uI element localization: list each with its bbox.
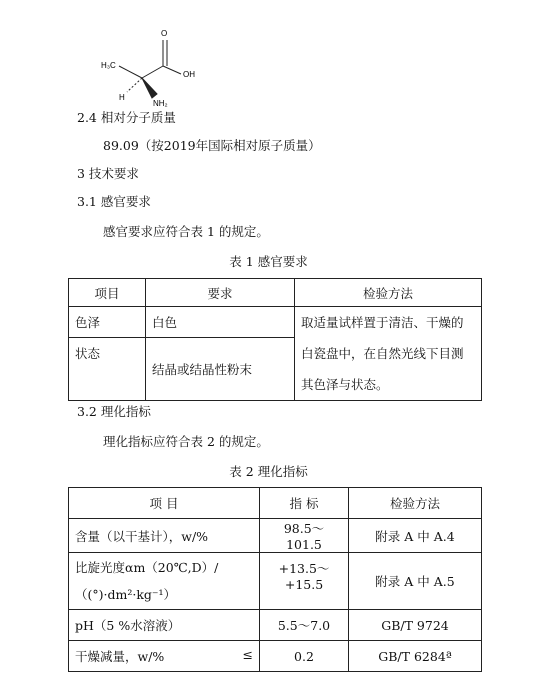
table2-loss-sign: ≤ — [242, 647, 253, 662]
table2-header-method: 检验方法 — [349, 488, 482, 519]
table2-rotation-item-cell — [69, 553, 260, 610]
label-h: H — [119, 93, 125, 102]
table1-header-requirement: 要求 — [146, 279, 295, 307]
table1-method-line-3: 其色泽与状态。 — [301, 377, 389, 392]
table1-row-state-item: 状态 — [69, 338, 146, 401]
section-3-heading: 3 技术要求 — [77, 166, 139, 181]
sensory-description: 感官要求应符合表 1 的规定。 — [103, 224, 269, 239]
section-2-4-heading: 2.4 相对分子质量 — [77, 110, 176, 125]
table2-content-method: 附录 A 中 A.4 — [349, 519, 482, 553]
table2-loss-value: 0.2 — [260, 641, 349, 672]
label-nh2: NH₂ — [153, 99, 168, 108]
table2-ph-value: 5.5～7.0 — [260, 610, 349, 641]
alanine-structure-diagram — [95, 18, 205, 108]
label-o: O — [161, 29, 168, 38]
table1-caption: 表 1 感官要求 — [229, 254, 308, 269]
molecular-weight-text: 89.09（按2019年国际相对原子质量） — [103, 138, 321, 153]
table1-method-line-1: 取适量试样置于清洁、干燥的 — [301, 315, 464, 330]
table1-row-color-req: 白色 — [146, 307, 295, 338]
table2-content-item: 含量（以干基计），w/% — [69, 519, 260, 553]
table2-header-value: 指 标 — [260, 488, 349, 519]
table2-loss-on-drying-cell — [69, 641, 260, 672]
table2-rotation-item-line1: 比旋光度αm（20℃,D）/ — [75, 560, 219, 575]
table2-rotation-value: +13.5～+15.5 — [260, 553, 349, 610]
section-3-2-heading: 3.2 理化指标 — [77, 404, 151, 419]
table2-rotation-item-line2: （(°)·dm²·kg⁻¹） — [75, 587, 177, 602]
label-oh: OH — [183, 70, 195, 79]
physchem-indicators-table — [68, 487, 482, 672]
sensory-requirements-table — [68, 278, 482, 401]
table2-content-value: 98.5～101.5 — [260, 519, 349, 553]
table2-header-item: 项 目 — [69, 488, 260, 519]
table1-row-color-item: 色泽 — [69, 307, 146, 338]
label-h3c: H₃C — [101, 61, 116, 70]
section-3-1-heading: 3.1 感官要求 — [77, 194, 151, 209]
table2-ph-method: GB/T 9724 — [349, 610, 482, 641]
table2-rotation-method: 附录 A 中 A.5 — [349, 553, 482, 610]
table2-loss-item: 干燥减量，w/% — [75, 649, 165, 664]
table1-method-line-2: 白瓷盘中，在自然光线下目测 — [301, 346, 464, 361]
table1-method-cell — [295, 307, 482, 401]
table1-header-item: 项目 — [69, 279, 146, 307]
table2-loss-method: GB/T 6284ª — [349, 641, 482, 672]
table1-header-method: 检验方法 — [295, 279, 482, 307]
table1-row-state-req: 结晶或结晶性粉末 — [146, 338, 295, 401]
table2-ph-item: pH（5 %水溶液） — [69, 610, 260, 641]
physchem-description: 理化指标应符合表 2 的规定。 — [103, 434, 269, 449]
table2-caption: 表 2 理化指标 — [229, 464, 308, 479]
